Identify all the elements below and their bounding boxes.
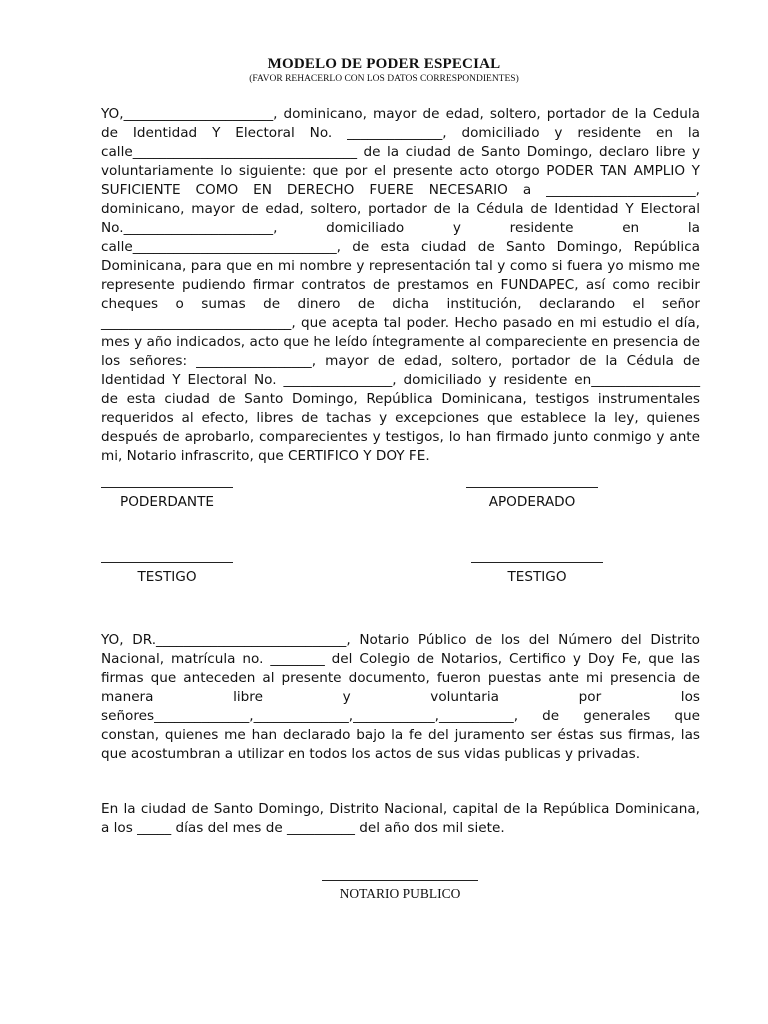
signature-label-poderdante: PODERDANTE — [120, 494, 214, 510]
signature-line — [466, 487, 598, 488]
document-title: MODELO DE PODER ESPECIAL — [267, 56, 501, 72]
signature-line — [101, 487, 233, 488]
signature-block-notario — [320, 880, 480, 902]
document-subtitle: (FAVOR REHACERLO CON LOS DATOS CORRESPONDIENTES) — [249, 74, 519, 84]
signature-label-testigo-1: TESTIGO — [137, 569, 197, 585]
notary-certification-paragraph: YO, DR.____________________________, Notario Público de los del Número del Distrito Nacional, matrícula no. ________ del Colegio de Notarios, Certifico y Doy Fe, que las firmas que anteceden al presente documento, fueron puestas ante mi presencia de manera libre y voluntaria por los señores______________,______________,____________,___________, de generales que constan, quienes me han declarado bajo la fe del juramento ser éstas sus firmas, las que acostumbran a utilizar en todos los actos de sus vidas publicas y privadas. — [101, 632, 700, 762]
signature-block-testigo-2 — [471, 562, 603, 585]
signature-label-apoderado: APODERADO — [488, 494, 576, 510]
signature-block-testigo-1 — [101, 562, 233, 585]
signature-line — [322, 880, 478, 881]
signature-label-testigo-2: TESTIGO — [507, 569, 567, 585]
signature-label-notario: NOTARIO PUBLICO — [339, 886, 461, 901]
signature-block-poderdante — [101, 487, 233, 510]
power-of-attorney-paragraph: YO,______________________, dominicano, mayor de edad, soltero, portador de la Cedula de Identidad Y Electoral No. ______________, domiciliado y residente en la calle_________________________________ de la ciudad de Santo Domingo, declaro libre y voluntariamente lo siguiente: que por el presente acto otorgo PODER TAN AMPLIO Y SUFICIENTE COMO EN DERECHO FUERE NECESARIO a ______________________, dominicano, mayor de edad, soltero, portador de la Cédula de Identidad Y Electoral No.______________________, domiciliado y residente en la calle______________________________, de esta ciudad de Santo Domingo, República Dominicana, para que en mi nombre y representación tal y como si fuera yo mismo me represente pudiendo firmar contratos de prestamos en FUNDAPEC, así como recibir cheques o sumas de dinero de dicha institución, declarando el señor ____________________________, que acepta tal poder. Hecho pasado en mi estudio el día, mes y año indicados, acto que he leído íntegramente al compareciente en presencia de los señores: _________________, mayor de edad, soltero, portador de la Cédula de Identidad Y Electoral No. ________________, domiciliado y residente en________________ de esta ciudad de Santo Domingo, República Dominicana, testigos instrumentales requeridos al efecto, libres de tachas y excepciones que establece la ley, quienes después de aprobarlo, comparecientes y testigos, lo han firmado junto conmigo y ante mi, Notario infrascrito, que CERTIFICO Y DOY FE. — [101, 106, 700, 464]
signature-line — [471, 562, 603, 563]
signature-line — [101, 562, 233, 563]
place-date-paragraph: En la ciudad de Santo Domingo, Distrito Nacional, capital de la República Dominicana, a los _____ días del mes de __________ del año dos mil siete. — [101, 801, 700, 836]
signature-block-apoderado — [466, 487, 598, 510]
